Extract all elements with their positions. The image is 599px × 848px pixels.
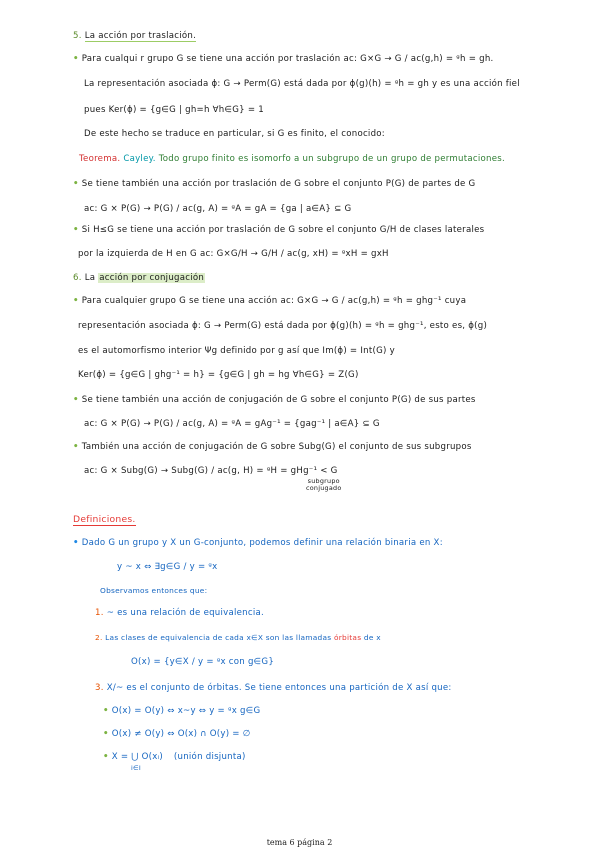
partition-bullet-3: • X = ⋃ O(xᵢ) (unión disjunta): [103, 752, 246, 762]
page-footer: tema 6 página 2: [266, 838, 333, 847]
s6-paragraph-3-line-2: ac: G × Subg(G) → Subg(G) / ac(g, H) = ᵍH = gHg⁻¹ < G: [84, 466, 338, 476]
partition-bullet-2: • O(x) ≠ O(y) ⇔ O(x) ∩ O(y) = ∅: [103, 729, 251, 739]
orbits-term: órbitas: [333, 633, 362, 642]
item-text: X/~ es el conjunto de órbitas. Se tiene entonces una partición de X así que:: [106, 683, 452, 693]
section-5-number: 5.: [73, 31, 82, 41]
s6-paragraph-1-line-4: Ker(ϕ) = {g∈G | ghg⁻¹ = h} = {g∈G | gh = hg ∀h∈G} = Z(G): [78, 370, 359, 380]
item-text-a: Las clases de equivalencia de cada x∈X son las llamadas: [105, 633, 332, 642]
s5-paragraph-2-line-1: • Se tiene también una acción por traslación de G sobre el conjunto P(G) de partes de G: [73, 179, 476, 189]
s5-paragraph-1-line-4: De este hecho se traduce en particular, si G es finito, el conocido:: [84, 129, 385, 139]
s6-paragraph-2-line-1: • Se tiene también una acción de conjugación de G sobre el conjunto P(G) de sus partes: [73, 395, 476, 405]
bullet-icon: •: [73, 442, 79, 452]
s6-paragraph-3-line-1: • También una acción de conjugación de G sobre Subg(G) el conjunto de sus subgrupos: [73, 442, 472, 452]
bullet-icon: •: [73, 538, 79, 548]
observation-item-3: [95, 684, 452, 693]
definitions-heading: [73, 515, 136, 524]
s5-paragraph-3-line-1: • Si H≤G se tiene una acción por traslación de G sobre el conjunto G/H de clases laterales: [73, 225, 485, 235]
theorem-label: Teorema.: [79, 154, 121, 164]
bullet-icon: •: [103, 729, 109, 739]
bullet-icon: •: [73, 54, 79, 64]
s6-paragraph-1-line-2: representación asociada ϕ: G → Perm(G) está dada por ϕ(g)(h) = ᵍh = ghg⁻¹, esto es, ϕ(g): [78, 321, 488, 331]
relation-definition: y ~ x ⇔ ∃g∈G / y = ᵍx: [117, 562, 218, 572]
s6-paragraph-1-line-1: • Para cualquier grupo G se tiene una acción ac: G×G → G / ac(g,h) = ᵍh = ghg⁻¹ cuya: [73, 296, 467, 306]
definitions-title: Definiciones.: [73, 514, 136, 525]
s5-paragraph-2-line-2: ac: G × P(G) → P(G) / ac(g, A) = ᵍA = gA = {ga | a∈A} ⊆ G: [84, 204, 352, 214]
item-text-b: de x: [363, 633, 381, 642]
union-index: i∈I: [131, 764, 141, 772]
s6-paragraph-2-line-2: ac: G × P(G) → P(G) / ac(g, A) = ᵍA = gAg⁻¹ = {gag⁻¹ | a∈A} ⊆ G: [84, 419, 380, 429]
bullet-icon: •: [73, 225, 79, 235]
annotation-line-1: subgrupo: [307, 477, 340, 485]
section-5-title: La acción por traslación.: [84, 31, 197, 41]
s6-paragraph-1-line-3: es el automorfismo interior Ψg definido por g así que Im(ϕ) = Int(G) y: [78, 346, 395, 356]
s5-paragraph-1-line-2: La representación asociada ϕ: G → Perm(G) está dada por ϕ(g)(h) = ᵍh = gh y es una acción fiel: [84, 79, 520, 89]
bullet-icon: •: [73, 296, 79, 306]
subgroup-annotation: [306, 478, 342, 491]
item-number: 3.: [95, 683, 104, 693]
section-5-heading: [73, 32, 196, 41]
theorem-name: Cayley.: [123, 154, 156, 164]
observation-item-2: [95, 634, 381, 641]
partition-bullet-1: • O(x) = O(y) ⇔ x~y ⇔ y = ᵍx g∈G: [103, 706, 261, 716]
section-6-heading: [73, 274, 205, 283]
s5-paragraph-1-line-1: • Para cualqui r grupo G se tiene una acción por traslación ac: G×G → G / ac(g,h) = ᵍh = gh.: [73, 54, 494, 64]
bullet-icon: •: [73, 395, 79, 405]
item-text: ~ es una relación de equivalencia.: [106, 608, 264, 618]
s5-paragraph-1-line-3: pues Ker(ϕ) = {g∈G | gh=h ∀h∈G} = 1: [84, 105, 264, 115]
s5-paragraph-3-line-2: por la izquierda de H en G ac: G×G/H → G/H / ac(g, xH) = ᵍxH = gxH: [78, 249, 389, 259]
annotation-line-2: conjugado: [306, 483, 342, 492]
bullet-icon: •: [103, 706, 109, 716]
orbit-formula: O(x) = {y∈X / y = ᵍx con g∈G}: [131, 657, 275, 667]
section-6-title-prefix: La: [84, 273, 96, 283]
section-6-number: 6.: [73, 273, 82, 283]
item-number: 2.: [95, 633, 103, 642]
observation-intro: Observamos entonces que:: [100, 586, 208, 595]
definitions-intro: • Dado G un grupo y X un G-conjunto, podemos definir una relación binaria en X:: [73, 538, 443, 548]
theorem-cayley: [79, 155, 505, 164]
bullet-icon: •: [103, 752, 109, 762]
observation-item-1: [95, 609, 264, 618]
theorem-statement: Todo grupo finito es isomorfo a un subgrupo de un grupo de permutaciones.: [158, 154, 505, 164]
section-6-title: acción por conjugación: [99, 273, 205, 283]
item-number: 1.: [95, 608, 104, 618]
bullet-icon: •: [73, 179, 79, 189]
